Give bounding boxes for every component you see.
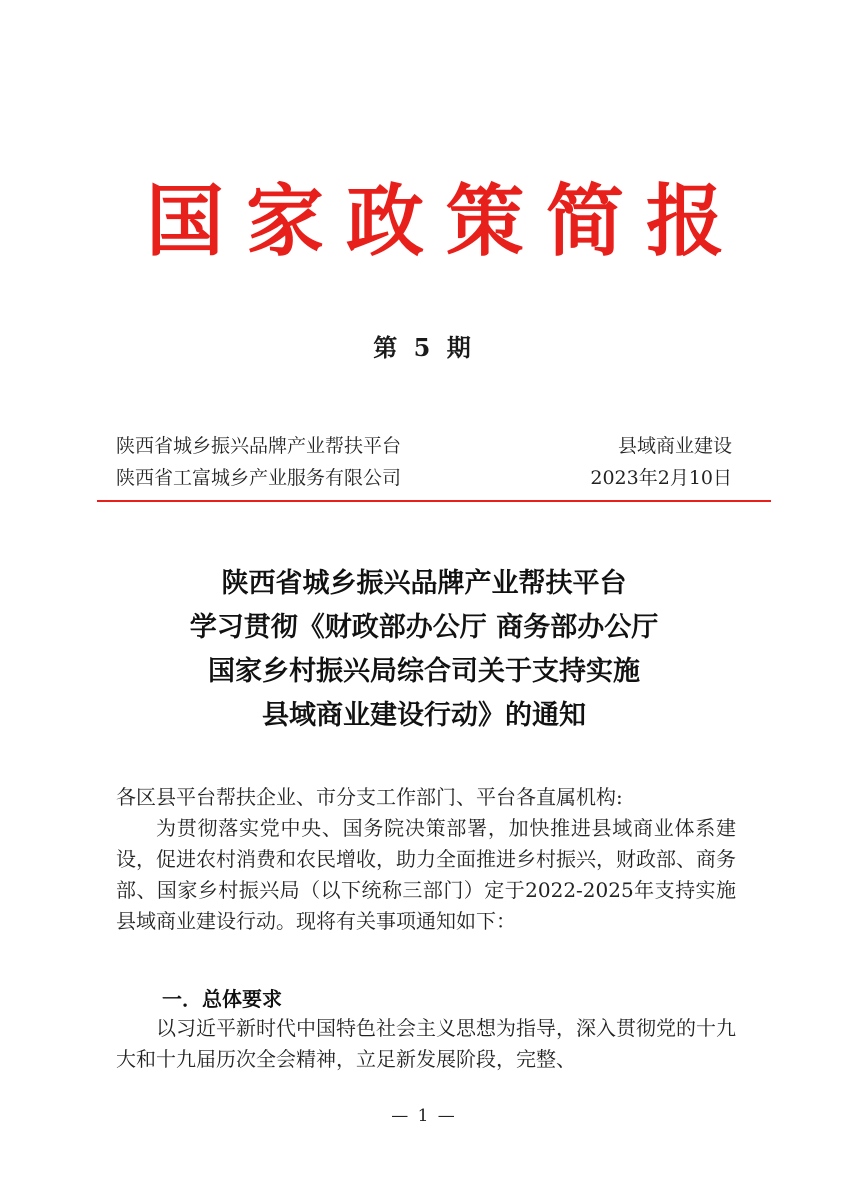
section-heading: 一．总体要求: [162, 987, 282, 1011]
document-body: [116, 782, 736, 937]
topic-date-block: [590, 430, 732, 494]
headline-line: 县域商业建设行动》的通知: [262, 700, 586, 731]
addressee-line: 各区县平台帮扶企业、市分支工作部门、平台各直属机构:: [116, 785, 623, 809]
red-divider: [97, 500, 771, 502]
topic-label: 县域商业建设: [617, 435, 732, 457]
issuer-line: 陕西省城乡振兴品牌产业帮扶平台: [116, 435, 402, 457]
issue-date: 2023年2月10日: [590, 467, 732, 489]
issuer-line: 陕西省工富城乡产业服务有限公司: [116, 467, 402, 489]
page-number: — 1 —: [391, 1106, 457, 1126]
issue-number: 第 5 期: [373, 333, 475, 362]
masthead-title: 国家政策简报: [145, 176, 746, 267]
body-paragraph: 以习近平新时代中国特色社会主义思想为指导，深入贯彻党的十九大和十九届历次全会精神，立足新发展阶段，完整、: [116, 1016, 736, 1071]
headline-line: 国家乡村振兴局综合司关于支持实施: [208, 656, 640, 687]
headline-line: 陕西省城乡振兴品牌产业帮扶平台: [221, 568, 627, 599]
document-headline: [0, 562, 848, 738]
headline-line: 学习贯彻《财政部办公厅 商务部办公厅: [189, 612, 659, 643]
issuer-block: [116, 430, 401, 494]
document-body-continued: [116, 1013, 736, 1075]
body-paragraph: 为贯彻落实党中央、国务院决策部署，加快推进县域商业体系建设，促进农村消费和农民增收，助力全面推进乡村振兴，财政部、商务部、国家乡村振兴局（以下统称三部门）定于2022-2025年支持实施县域商业建设行动。现将有关事项通知如下：: [116, 816, 736, 933]
